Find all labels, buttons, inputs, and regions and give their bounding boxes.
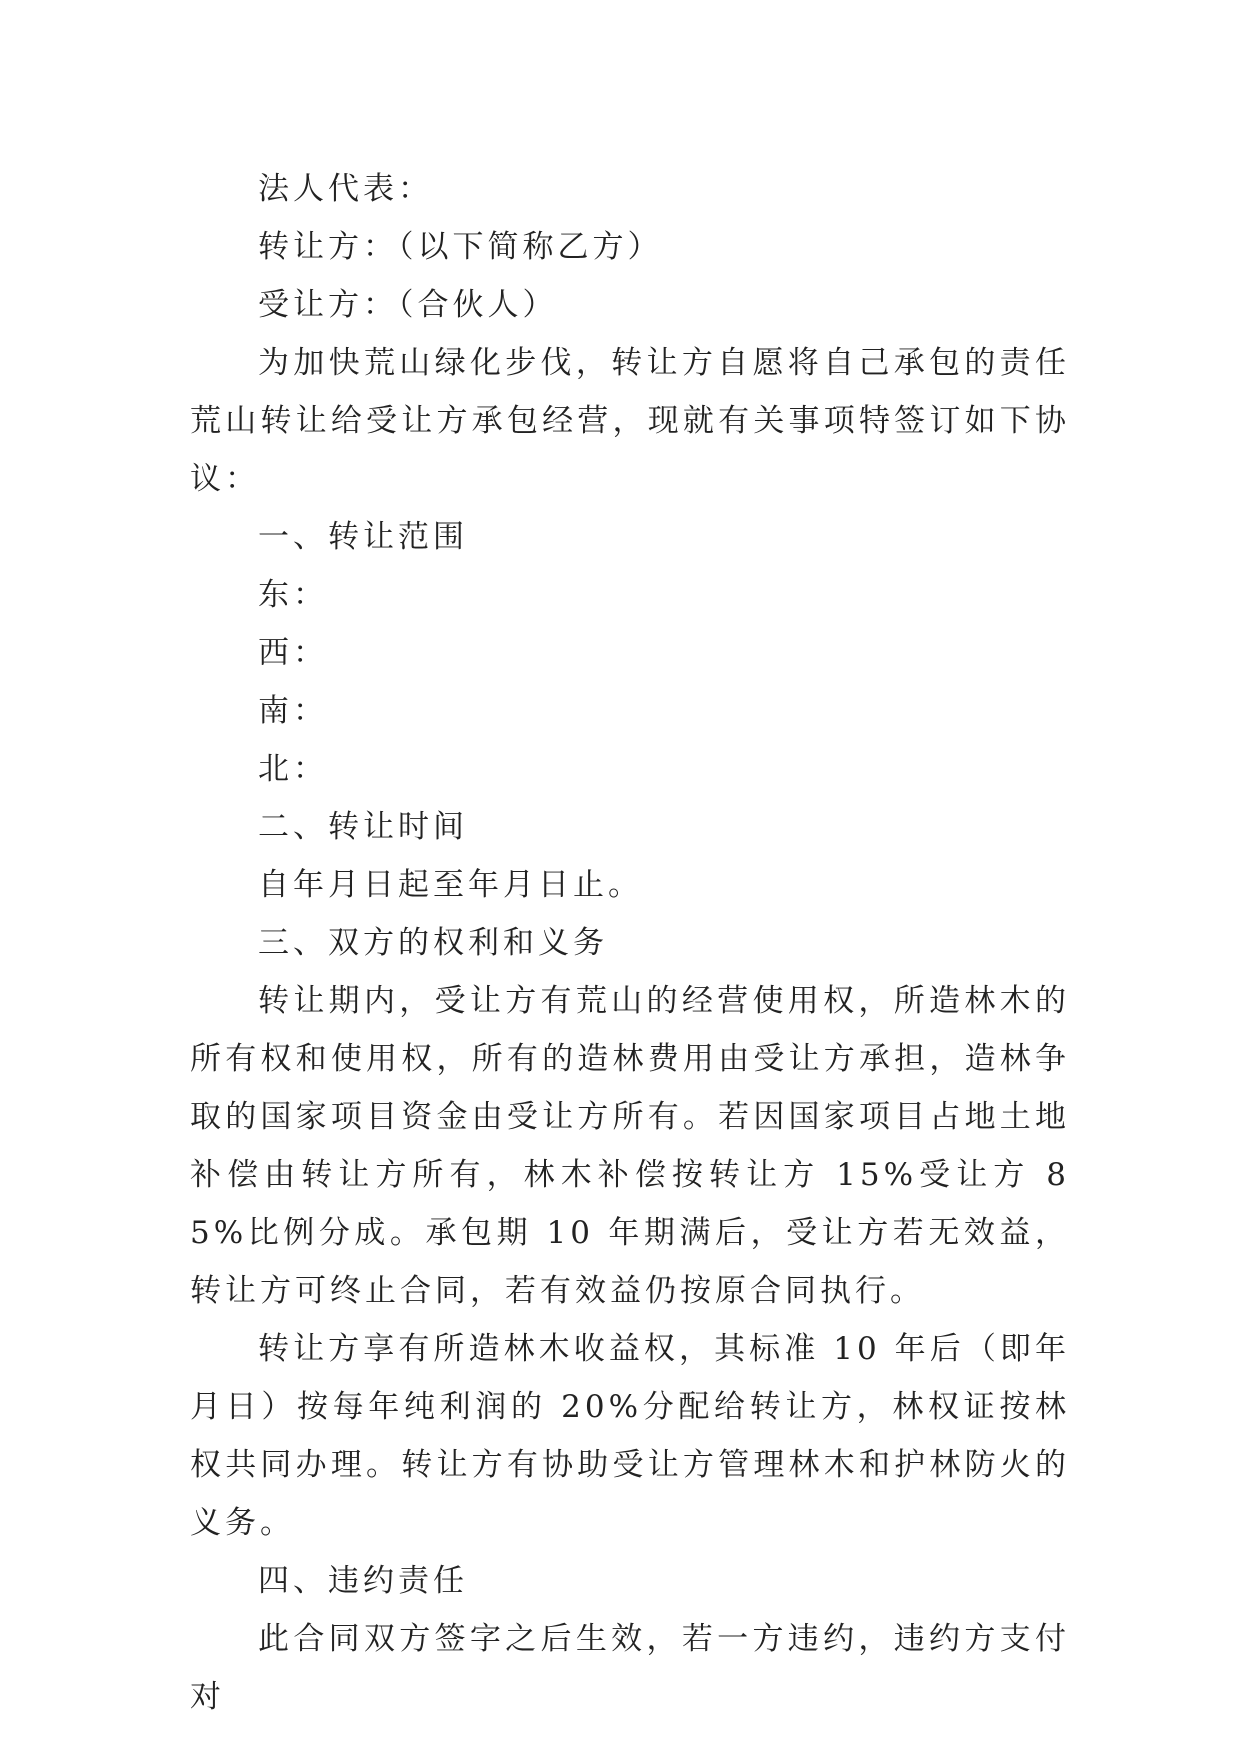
paragraph-time-range: 自年月日起至年月日止。 <box>258 867 643 903</box>
paragraph-rights-1: 转让期内，受让方有荒山的经营使用权，所造林木的所有权和使用权，所有的造林费用由受让方承担，造林争取的国家项目资金由受让方所有。若因国家项目占地土地补偿由转让方所有，林木补偿按转让方 15%受让方 85%比例分成。承包期 10 年期满后，受让方若无效益，转让方可终止合同，若有效益仍按原合同执行。 <box>190 983 1070 1309</box>
boundary-north: 北： <box>258 751 328 787</box>
section-heading-time: 二、转让时间 <box>258 809 468 845</box>
paragraph-legal-representative: 法人代表： <box>258 171 433 207</box>
paragraph-liability: 此合同双方签字之后生效，若一方违约，违约方支付对 <box>190 1621 1070 1715</box>
paragraph-transferor: 转让方：（以下简称乙方） <box>258 229 663 265</box>
boundary-south: 南： <box>258 693 328 729</box>
document-body <box>190 160 1070 1726</box>
paragraph-transferee: 受让方：（合伙人） <box>258 287 558 323</box>
section-heading-scope: 一、转让范围 <box>258 519 468 555</box>
boundary-east: 东： <box>258 577 328 613</box>
paragraph-rights-2: 转让方享有所造林木收益权，其标准 10 年后（即年月日）按每年纯利润的 20%分配给转让方，林权证按林权共同办理。转让方有协助受让方管理林木和护林防火的义务。 <box>190 1331 1070 1541</box>
section-heading-liability: 四、违约责任 <box>258 1563 468 1599</box>
boundary-west: 西： <box>258 635 328 671</box>
paragraph-preamble: 为加快荒山绿化步伐，转让方自愿将自己承包的责任荒山转让给受让方承包经营，现就有关事项特签订如下协议： <box>190 345 1070 497</box>
section-heading-rights: 三、双方的权利和义务 <box>258 925 608 961</box>
